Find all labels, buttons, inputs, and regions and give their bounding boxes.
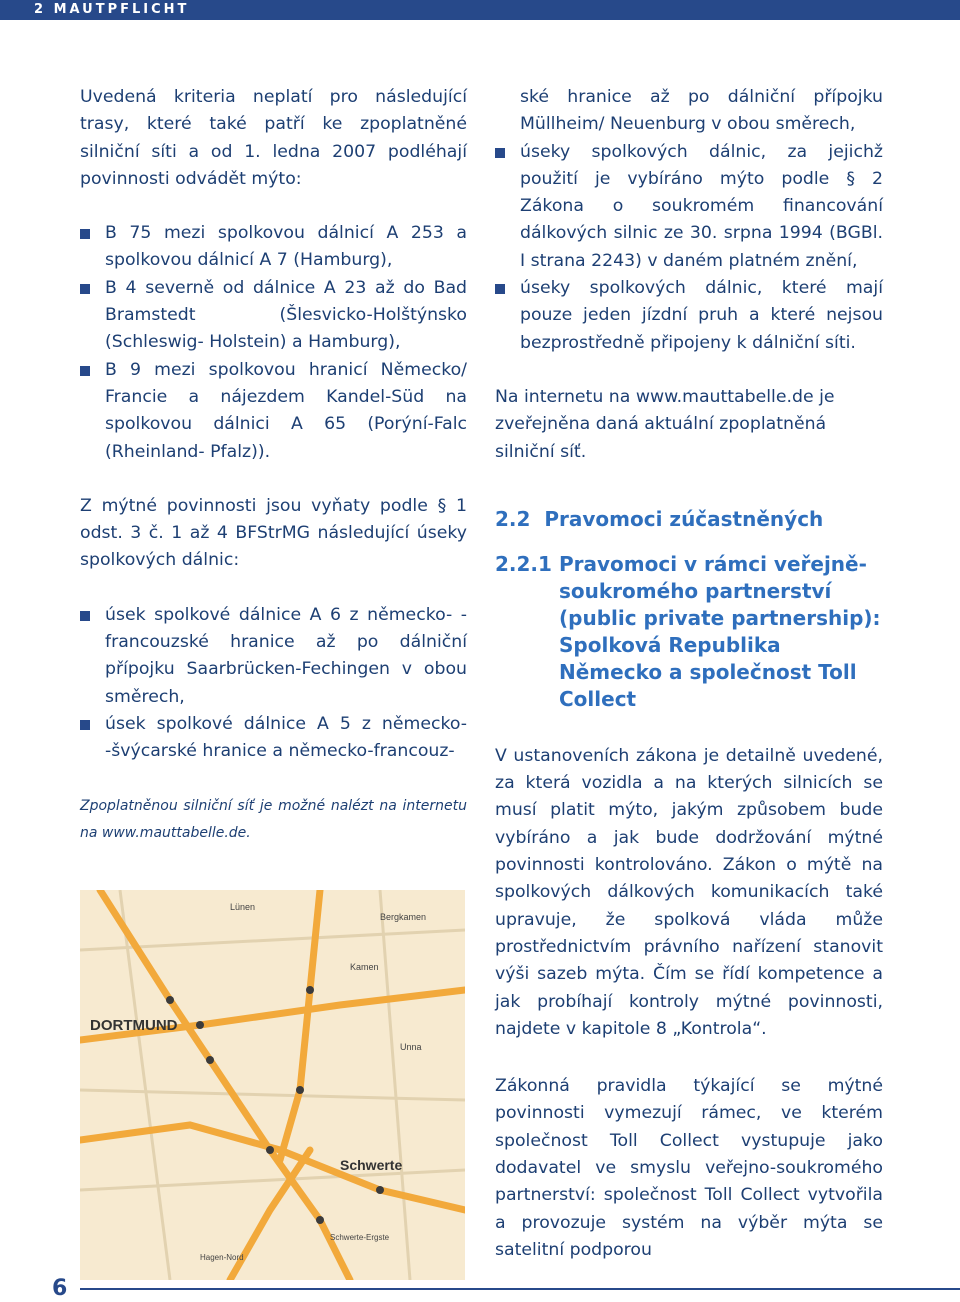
exempt-list-continued bbox=[495, 139, 883, 357]
label-schwerte: Schwerte bbox=[340, 1157, 403, 1173]
page-number: 6 bbox=[52, 1276, 68, 1301]
list-item: B 4 severně od dálnice A 23 až do Bad Bramstedt (Šlesvicko-Holštýnsko (Schleswig- Holstein) a Hamburg), bbox=[80, 275, 467, 357]
square-bullet-icon bbox=[80, 611, 90, 621]
label-luenen: Lünen bbox=[230, 902, 256, 912]
header-band bbox=[0, 0, 960, 20]
label-unna: Unna bbox=[400, 1042, 422, 1052]
exempt-paragraph: Z mýtné povinnosti jsou vyňaty podle § 1 odst. 3 č. 1 až 4 BFStrMG následující úseky spolkových dálnic: bbox=[80, 495, 467, 571]
intro-paragraph: Uvedená kriteria neplatí pro následující trasy, které také patří ke zpoplatněné silniční síti a od 1. ledna 2007 podléhají povinnosti odvádět mýto: bbox=[80, 87, 467, 189]
chapter-label: 2 MAUTPFLICHT bbox=[34, 2, 190, 17]
map-caption: Zpoplatněnou silniční síť je možné nalézt na internetu na www.mauttabelle.de. bbox=[80, 797, 467, 841]
map-graphic bbox=[80, 890, 465, 1280]
exempt-list bbox=[80, 602, 467, 766]
footer-rule bbox=[80, 1288, 960, 1290]
paragraph-framework: Zákonná pravidla týkající se mýtné povinnosti vymezují rámec, ve kterém společnost Toll Collect vystupuje jako dodavatel ve smyslu veřejno-soukromého partnerství: společnost Toll Collect vytvořila a provozuje systém na výběr mýta se satelitní podporou bbox=[495, 1076, 883, 1260]
subsection-title: Pravomoci v rámci veřejně-soukromého partnerství (public private partnership): Spolková Republika Německo a společnost Toll Collect bbox=[559, 551, 881, 711]
right-column bbox=[495, 84, 883, 1264]
list-item: B 9 mezi spolkovou hranicí Německo/ Francie a nájezdem Kandel-Süd na spolkovou dálnici A 65 (Porýní-Falc (Rheinland- Pfalz)). bbox=[80, 357, 467, 466]
list-item: B 75 mezi spolkovou dálnicí A 253 a spolkovou dálnicí A 7 (Hamburg), bbox=[80, 220, 467, 275]
list-item: úseky spolkových dálnic, za jejichž použití je vybíráno mýto podle § 2 Zákona o soukromém financování dálkových silnic ze 30. srpna 1994 (BGBl. I strana 2243) v daném platném znění, bbox=[495, 139, 883, 275]
square-bullet-icon bbox=[80, 366, 90, 376]
square-bullet-icon bbox=[495, 284, 505, 294]
label-hagen-nord: Hagen-Nord bbox=[200, 1253, 244, 1262]
label-bergkamen: Bergkamen bbox=[380, 912, 427, 922]
square-bullet-icon bbox=[495, 148, 505, 158]
list-item: úsek spolkové dálnice A 6 z německo- -francouzské hranice až po dálniční přípojku Saarbrücken-Fechingen v obou směrech, bbox=[80, 602, 467, 711]
square-bullet-icon bbox=[80, 229, 90, 239]
section-number: 2.2 bbox=[495, 506, 531, 531]
label-dortmund: DORTMUND bbox=[90, 1017, 178, 1034]
continuation-text: ské hranice až po dálniční přípojku Müllheim/ Neuenburg v obou směrech, bbox=[520, 87, 883, 135]
square-bullet-icon bbox=[80, 284, 90, 294]
toll-road-map bbox=[80, 890, 465, 1280]
list-item: úsek spolkové dálnice A 5 z německo- -švýcarské hranice a německo-francouz- bbox=[80, 711, 467, 766]
route-list bbox=[80, 220, 467, 466]
subsection-heading bbox=[495, 551, 883, 713]
section-title: Pravomoci zúčastněných bbox=[544, 506, 824, 531]
paragraph-law: V ustanoveních zákona je detailně uvedené, za která vozidla a na kterých silnicích se musí platit mýto, jakým způsobem bude vybíráno a jak bude dodržování mýtné povinnosti kontrolováno. Zákon o mýtě na spolkových dálkových komunikacích také upravuje, že spolková vláda může prostřednictvím právního nařízení stanovit výši sazeb mýta. Čím se řídí kompetence a jak probíhají kontroly mýtné povinnosti, najdete v kapitole 8 „Kontrola“. bbox=[495, 745, 883, 1039]
subsection-number: 2.2.1 bbox=[495, 551, 552, 576]
square-bullet-icon bbox=[80, 720, 90, 730]
internet-note: Na internetu na www.mauttabelle.de je zveřejněna daná aktuální zpoplatněná silniční síť. bbox=[495, 386, 835, 462]
label-schwerte-ergste: Schwerte-Ergste bbox=[330, 1233, 390, 1242]
left-column bbox=[80, 84, 467, 847]
list-item: úseky spolkových dálnic, které mají pouze jeden jízdní pruh a které nejsou bezprostředně připojeny k dálniční síti. bbox=[495, 275, 883, 357]
label-kamen: Kamen bbox=[350, 962, 379, 972]
section-heading bbox=[495, 506, 883, 533]
